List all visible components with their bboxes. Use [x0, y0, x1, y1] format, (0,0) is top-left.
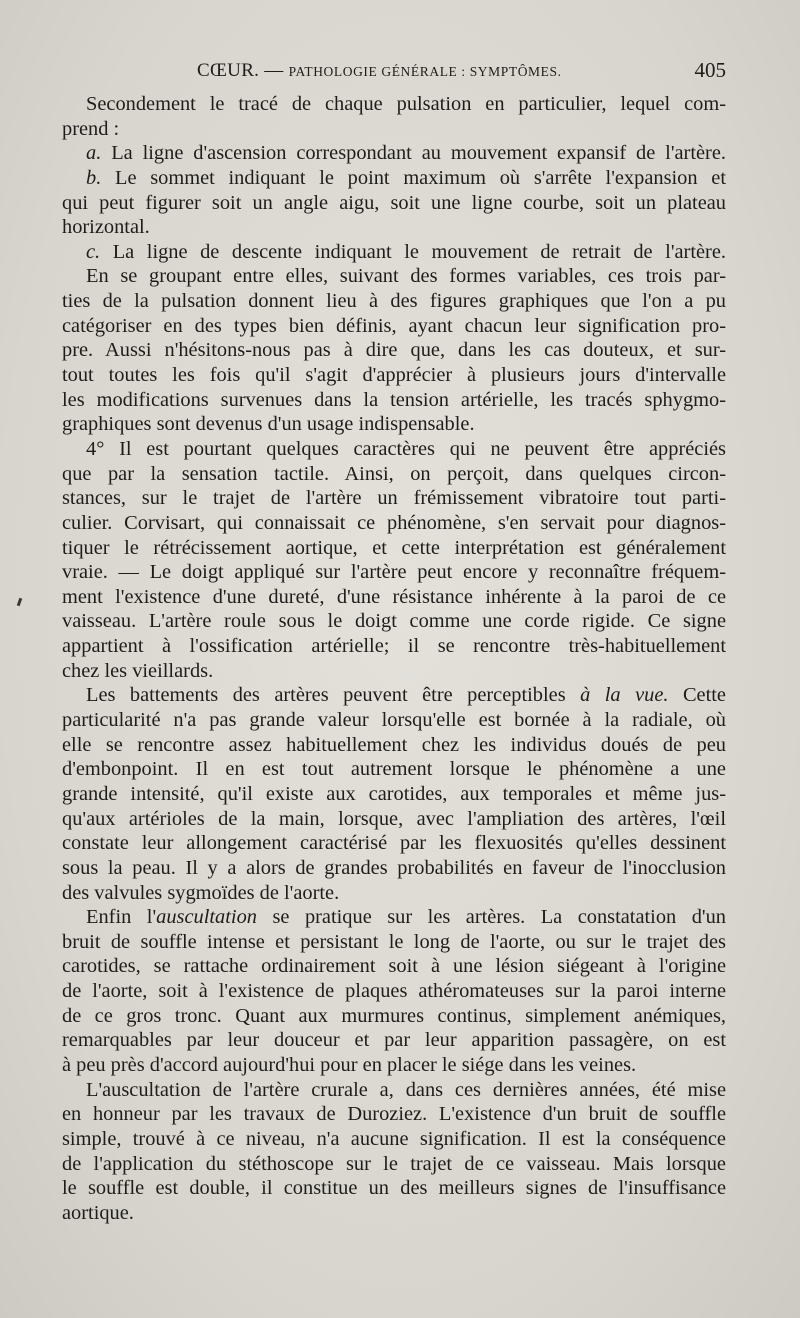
list-marker: a. — [86, 142, 102, 165]
text-line: carotides, se rattache ordinairement soit à une lésion siégeant à l'origine — [62, 955, 726, 978]
text-line: particularité n'a pas grande valeur lorsqu'elle est bornée à la radiale, où — [62, 709, 726, 732]
text-run: La ligne d'ascension correspondant au mouvement expansif de l'artère. — [101, 142, 726, 165]
running-title-dash: — — [259, 60, 289, 81]
text-line: horizontal. — [62, 216, 150, 239]
text-line: qui peut figurer soit un angle aigu, soit une ligne courbe, soit un plateau — [62, 191, 726, 214]
text-line: chez les vieillards. — [62, 659, 214, 682]
margin-mark — [17, 598, 23, 607]
text-line: culier. Corvisart, qui connaissait ce phénomène, s'en servait pour diagnos- — [62, 511, 726, 534]
text-line: tiquer le rétrécissement aortique, et cette interprétation est généralement — [62, 536, 726, 559]
text-line: que par la sensation tactile. Ainsi, on perçoit, dans quelques circon- — [62, 462, 726, 485]
text-line: à peu près d'accord aujourd'hui pour en placer le siége dans les veines. — [62, 1053, 637, 1076]
text-line: des valvules sygmoïdes de l'aorte. — [62, 881, 340, 904]
text-line: catégoriser en des types bien définis, ayant chacun leur signification pro- — [62, 314, 726, 337]
text-line: de ce gros tronc. Quant aux murmures continus, simplement anémiques, — [62, 1004, 726, 1027]
text-line: vaisseau. L'artère roule sous le doigt comme une corde rigide. Ce signe — [62, 610, 726, 633]
body-text — [62, 92, 726, 1225]
list-marker: c. — [86, 240, 101, 263]
text-line: bruit de souffle intense et persistant le long de l'aorte, ou sur le trajet des — [62, 930, 726, 953]
text-line: tout toutes les fois qu'il s'agit d'apprécier à plusieurs jours d'intervalle — [62, 364, 726, 387]
text-line: qu'aux artérioles de la main, lorsque, avec l'ampliation des artères, l'œil — [62, 807, 726, 830]
running-title-sub: PATHOLOGIE GÉNÉRALE : SYMPTÔMES. — [288, 64, 562, 79]
text-line: en honneur par les travaux de Duroziez. L'existence d'un bruit de souffle — [62, 1103, 726, 1126]
text-line: graphiques sont devenus d'un usage indispensable. — [62, 413, 475, 436]
running-title — [197, 60, 562, 82]
text-line: Secondement le tracé de chaque pulsation en particulier, lequel com- — [86, 93, 726, 115]
text-line — [62, 240, 726, 265]
text-line: d'embonpoint. Il en est tout autrement lorsque le phénomène a une — [62, 758, 726, 781]
text-run: se pratique sur les artères. La constatation d'un — [256, 906, 726, 929]
text-line: En se groupant entre elles, suivant des formes variables, ces trois par- — [86, 265, 726, 288]
text-line: stances, sur le trajet de l'artère un frémissement vibratoire tout parti- — [62, 487, 726, 510]
text-line — [62, 683, 726, 708]
text-line: elle se rencontre assez habituellement chez les individus doués de peu — [62, 733, 726, 756]
text-line: ties de la pulsation donnent lieu à des figures graphiques que l'on a pu — [62, 290, 726, 313]
page-header — [62, 58, 726, 88]
text-run: Cette — [668, 684, 726, 707]
text-run: Les battements des artères peuvent être perceptibles — [86, 684, 581, 707]
text-line: simple, trouvé à ce niveau, n'a aucune signification. Il est la conséquence — [62, 1127, 726, 1150]
text-line: 4° Il est pourtant quelques caractères qui ne peuvent être appréciés — [86, 437, 726, 460]
italic-phrase: auscultation — [156, 906, 257, 929]
running-title-main: CŒUR. — [197, 60, 260, 81]
text-line: le souffle est double, il constitue un des meilleurs signes de l'insuffisance — [62, 1177, 726, 1200]
text-line: grande intensité, qu'il existe aux carotides, aux temporales et même jus- — [62, 782, 726, 805]
text-run: Le sommet indiquant le point maximum où s'arrête l'expansion et — [101, 166, 726, 189]
text-line: les modifications survenues dans la tension artérielle, les tracés sphygmo- — [62, 388, 726, 411]
text-line: sous la peau. Il y a alors de grandes probabilités en faveur de l'inocclusion — [62, 856, 726, 879]
text-run: La ligne de descente indiquant le mouvement de retrait de l'artère. — [100, 240, 726, 263]
text-line: prend : — [62, 117, 120, 140]
text-line: L'auscultation de l'artère crurale a, dans ces dernières années, été mise — [86, 1078, 726, 1101]
text-line: ment l'existence d'une dureté, d'une résistance inhérente à la paroi de ce — [62, 585, 726, 608]
text-line: de l'application du stéthoscope sur le trajet de ce vaisseau. Mais lorsque — [62, 1152, 726, 1175]
text-line: appartient à l'ossification artérielle; il se rencontre très-habituellement — [62, 635, 726, 658]
text-line: pre. Aussi n'hésitons-nous pas à dire que, dans les cas douteux, et sur- — [62, 339, 726, 362]
list-marker: b. — [86, 166, 102, 189]
text-line — [62, 905, 726, 930]
text-line: de l'aorte, soit à l'existence de plaques athéromateuses sur la paroi interne — [62, 980, 726, 1003]
text-line: constate leur allongement caractérisé par les flexuosités qu'elles dessinent — [62, 832, 726, 855]
text-line: aortique. — [62, 1201, 134, 1224]
page-number: 405 — [694, 58, 726, 82]
text-line: remarquables par leur douceur et par leur apparition passagère, on est — [62, 1029, 726, 1052]
italic-phrase: à la vue. — [580, 684, 669, 707]
text-line: vraie. — Le doigt appliqué sur l'artère peut encore y reconnaître fréquem- — [62, 561, 726, 584]
text-line — [62, 141, 726, 166]
text-line — [62, 166, 726, 191]
text-run: Enfin l' — [86, 906, 157, 929]
